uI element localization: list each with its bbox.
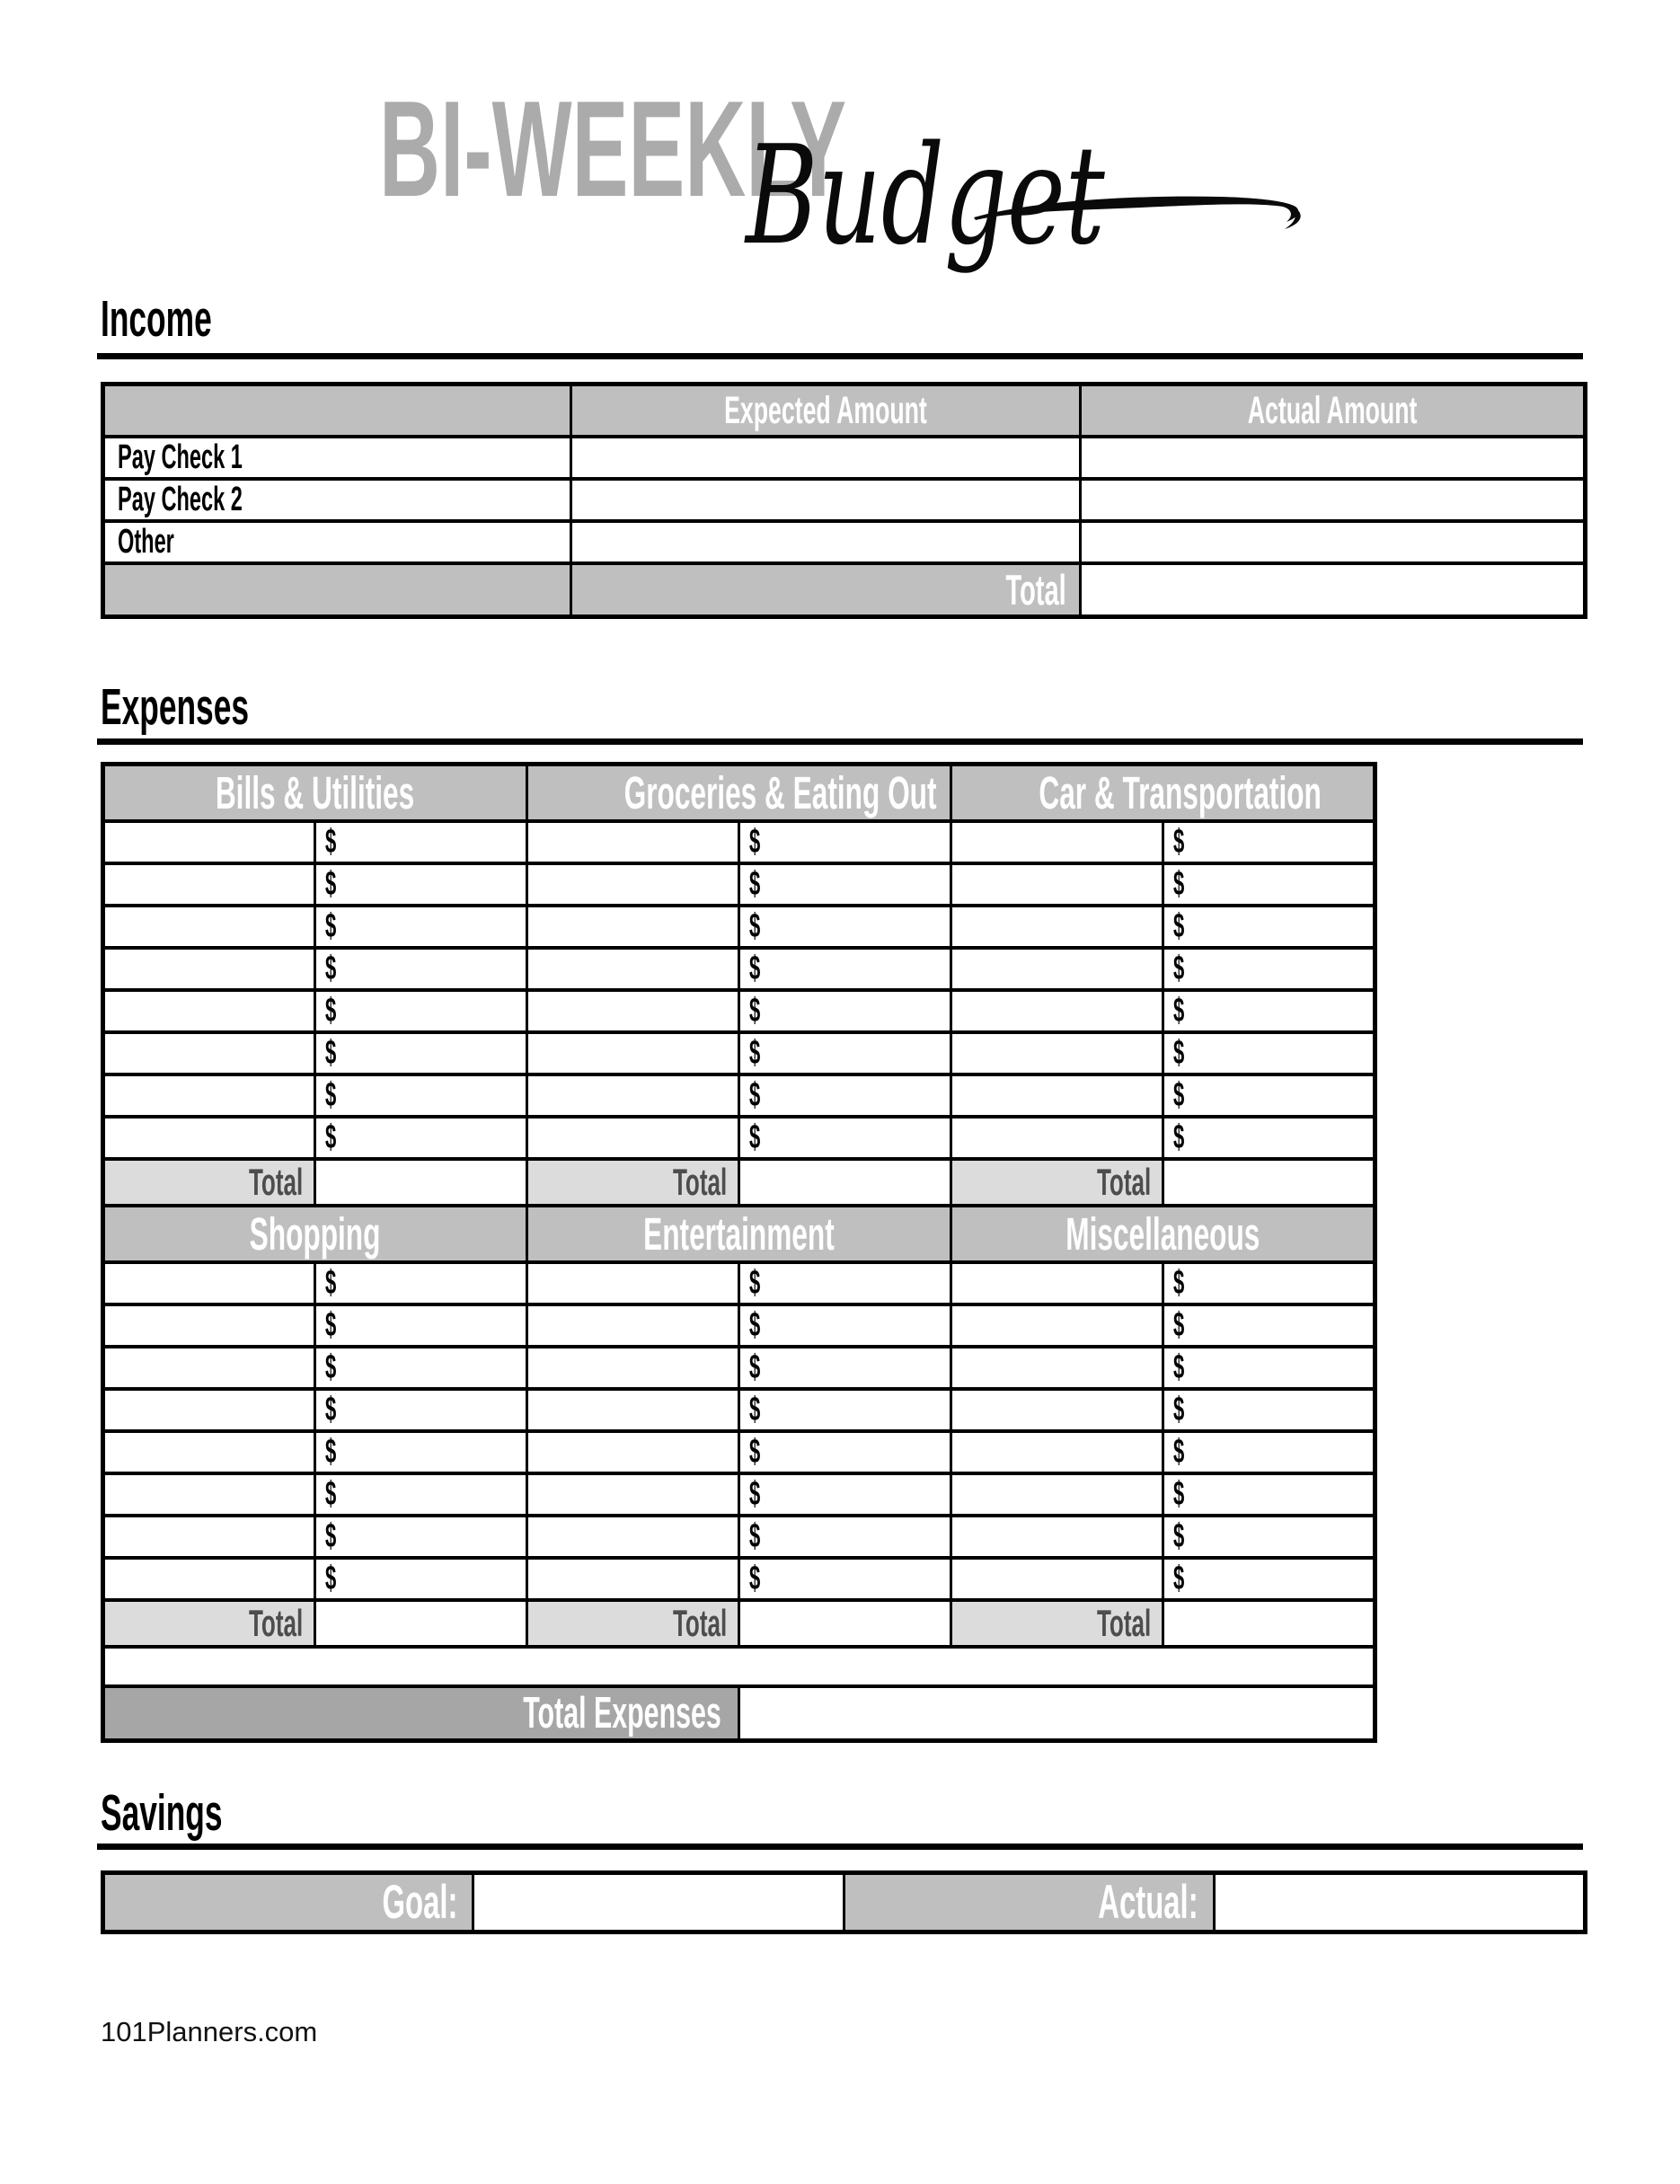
- income-row-paycheck1: [103, 437, 1586, 479]
- expense-amount-field[interactable]: [315, 1032, 527, 1074]
- expense-item-field[interactable]: [951, 1074, 1163, 1117]
- expense-rows-section-1: [103, 821, 1375, 1159]
- expense-amount-field[interactable]: [1163, 906, 1375, 948]
- expense-amount-field[interactable]: [1163, 1473, 1375, 1516]
- paycheck2-expected-field[interactable]: [571, 479, 1081, 521]
- expense-row: [103, 990, 1375, 1032]
- dollar-sign: $: [749, 1348, 761, 1386]
- expense-amount-field[interactable]: [739, 1262, 951, 1304]
- savings-table: [101, 1870, 1587, 1934]
- expenses-heading: [101, 678, 340, 736]
- expense-amount-field[interactable]: [1163, 1558, 1375, 1600]
- paycheck2-actual-field[interactable]: [1081, 479, 1586, 521]
- expense-item-field[interactable]: [951, 863, 1163, 906]
- expense-amount-field[interactable]: [315, 1117, 527, 1159]
- income-label-cell: [103, 479, 571, 521]
- other-expected-field[interactable]: [571, 521, 1081, 563]
- expense-row: [103, 1516, 1375, 1558]
- category-total-label: Total: [248, 1602, 303, 1644]
- expense-amount-field[interactable]: [1163, 990, 1375, 1032]
- category-total-label: Total: [1096, 1602, 1152, 1644]
- paycheck1-label: Pay Check 1: [118, 438, 243, 476]
- income-header-blank-cell: [103, 385, 571, 438]
- dollar-sign: $: [325, 1306, 337, 1344]
- dollar-sign: $: [1173, 1306, 1185, 1344]
- expense-total-row-2: [103, 1600, 1375, 1647]
- expense-row: [103, 906, 1375, 948]
- expense-amount-field[interactable]: [315, 1431, 527, 1473]
- dollar-sign: $: [1173, 1034, 1185, 1072]
- expense-item-field[interactable]: [527, 821, 739, 863]
- expense-item-field[interactable]: [103, 948, 315, 990]
- expense-item-field[interactable]: [103, 1558, 315, 1600]
- expense-amount-field[interactable]: [315, 821, 527, 863]
- expense-total-row-1: [103, 1159, 1375, 1206]
- dollar-sign: $: [749, 1034, 761, 1072]
- paycheck1-actual-field[interactable]: [1081, 437, 1586, 479]
- savings-goal-field[interactable]: [473, 1873, 844, 1932]
- income-row-paycheck2: [103, 479, 1586, 521]
- dollar-sign: $: [325, 865, 337, 903]
- category-total-label-cell: [103, 1159, 315, 1206]
- category-total-field[interactable]: [739, 1159, 951, 1206]
- expense-item-field[interactable]: [103, 1074, 315, 1117]
- other-actual-field[interactable]: [1081, 521, 1586, 563]
- expense-item-field[interactable]: [951, 1473, 1163, 1516]
- expenses-heading-label: Expenses: [101, 678, 250, 736]
- expense-amount-field[interactable]: [315, 1074, 527, 1117]
- expense-amount-field[interactable]: [1163, 1516, 1375, 1558]
- expense-item-field[interactable]: [527, 1117, 739, 1159]
- dollar-sign: $: [749, 1306, 761, 1344]
- income-divider: [97, 353, 1583, 359]
- category-total-label-cell: [951, 1600, 1163, 1647]
- dollar-sign: $: [1173, 1076, 1185, 1114]
- expense-amount-field[interactable]: [315, 1389, 527, 1431]
- expense-rows-section-2: [103, 1262, 1375, 1600]
- expense-item-field[interactable]: [527, 1516, 739, 1558]
- expense-item-field[interactable]: [527, 863, 739, 906]
- category-total-label-cell: [951, 1159, 1163, 1206]
- expense-item-field[interactable]: [103, 821, 315, 863]
- dollar-sign: $: [749, 823, 761, 861]
- footer-site-text: 101Planners.com: [101, 2016, 318, 2047]
- expense-amount-field[interactable]: [739, 1389, 951, 1431]
- expense-item-field[interactable]: [103, 1389, 315, 1431]
- savings-heading-label: Savings: [101, 1784, 223, 1842]
- dollar-sign: $: [325, 1119, 337, 1156]
- dollar-sign: $: [749, 992, 761, 1030]
- dollar-sign: $: [1173, 1517, 1185, 1555]
- expense-item-field[interactable]: [527, 1074, 739, 1117]
- expense-amount-field[interactable]: [1163, 1389, 1375, 1431]
- expense-amount-field[interactable]: [1163, 1304, 1375, 1347]
- expense-notes-field[interactable]: [103, 1647, 1375, 1686]
- expense-item-field[interactable]: [527, 1473, 739, 1516]
- expense-amount-field[interactable]: [739, 990, 951, 1032]
- dollar-sign: $: [1173, 1348, 1185, 1386]
- income-table: [101, 382, 1587, 619]
- other-income-label: Other: [118, 523, 174, 561]
- category-total-label: Total: [672, 1602, 728, 1644]
- expense-item-field[interactable]: [103, 1347, 315, 1389]
- expense-item-field[interactable]: [103, 1516, 315, 1558]
- expense-spacer-row: [103, 1647, 1375, 1686]
- dollar-sign: $: [1173, 1391, 1185, 1428]
- expense-category-header-row-1: [103, 765, 1375, 822]
- dollar-sign: $: [325, 1517, 337, 1555]
- expense-row: [103, 1389, 1375, 1431]
- expense-amount-field[interactable]: [315, 863, 527, 906]
- dollar-sign: $: [1173, 865, 1185, 903]
- dollar-sign: $: [749, 865, 761, 903]
- entertainment-label: Entertainment: [643, 1208, 835, 1260]
- title-biweekly-label: BI-WEEKLY: [379, 73, 847, 225]
- dollar-sign: $: [749, 1475, 761, 1513]
- category-total-field[interactable]: [739, 1600, 951, 1647]
- category-groceries-cell: [527, 765, 951, 822]
- expense-row: [103, 821, 1375, 863]
- expense-item-field[interactable]: [951, 1431, 1163, 1473]
- expense-row: [103, 1117, 1375, 1159]
- income-heading-label: Income: [101, 290, 212, 348]
- expense-amount-field[interactable]: [315, 948, 527, 990]
- expense-item-field[interactable]: [103, 863, 315, 906]
- dollar-sign: $: [749, 1264, 761, 1302]
- expense-row: [103, 1262, 1375, 1304]
- dollar-sign: $: [325, 1433, 337, 1471]
- expense-amount-field[interactable]: [739, 1431, 951, 1473]
- expense-item-field[interactable]: [103, 1473, 315, 1516]
- expense-amount-field[interactable]: [1163, 1262, 1375, 1304]
- expense-amount-field[interactable]: [315, 1304, 527, 1347]
- category-total-label: Total: [248, 1161, 303, 1203]
- expense-item-field[interactable]: [951, 1304, 1163, 1347]
- expense-item-field[interactable]: [951, 1262, 1163, 1304]
- dollar-sign: $: [1173, 823, 1185, 861]
- dollar-sign: $: [1173, 1119, 1185, 1156]
- dollar-sign: $: [1173, 907, 1185, 945]
- expenses-table: [101, 762, 1377, 1743]
- income-label-cell: [103, 521, 571, 563]
- dollar-sign: $: [325, 1391, 337, 1428]
- category-total-label-cell: [103, 1600, 315, 1647]
- expense-item-field[interactable]: [103, 1032, 315, 1074]
- paycheck1-expected-field[interactable]: [571, 437, 1081, 479]
- expense-amount-field[interactable]: [739, 1558, 951, 1600]
- category-total-field[interactable]: [1163, 1600, 1375, 1647]
- expense-item-field[interactable]: [527, 1347, 739, 1389]
- expense-item-field[interactable]: [527, 990, 739, 1032]
- expense-amount-field[interactable]: [315, 1473, 527, 1516]
- income-total-label: Total: [1005, 566, 1066, 614]
- expense-amount-field[interactable]: [739, 1032, 951, 1074]
- dollar-sign: $: [325, 1348, 337, 1386]
- category-entertainment-cell: [527, 1206, 951, 1262]
- savings-actual-field[interactable]: [1215, 1873, 1586, 1932]
- dollar-sign: $: [325, 1560, 337, 1597]
- expense-row: [103, 1558, 1375, 1600]
- dollar-sign: $: [1173, 950, 1185, 987]
- expense-item-field[interactable]: [527, 1558, 739, 1600]
- shopping-label: Shopping: [250, 1208, 381, 1260]
- expense-item-field[interactable]: [951, 1347, 1163, 1389]
- dollar-sign: $: [749, 1076, 761, 1114]
- expense-amount-field[interactable]: [1163, 1074, 1375, 1117]
- expense-amount-field[interactable]: [739, 863, 951, 906]
- expense-row: [103, 1074, 1375, 1117]
- expense-item-field[interactable]: [951, 1389, 1163, 1431]
- expense-item-field[interactable]: [527, 948, 739, 990]
- category-total-field[interactable]: [315, 1600, 527, 1647]
- expense-item-field[interactable]: [951, 906, 1163, 948]
- expense-amount-field[interactable]: [1163, 948, 1375, 990]
- savings-goal-label: Goal:: [382, 1876, 457, 1929]
- title-budget-script: [708, 106, 1337, 299]
- expense-amount-field[interactable]: [1163, 1117, 1375, 1159]
- expense-amount-field[interactable]: [1163, 1431, 1375, 1473]
- expense-amount-field[interactable]: [315, 1516, 527, 1558]
- income-heading: [101, 290, 280, 348]
- expense-row: [103, 1304, 1375, 1347]
- expense-item-field[interactable]: [951, 1117, 1163, 1159]
- dollar-sign: $: [325, 907, 337, 945]
- category-total-label: Total: [672, 1161, 728, 1203]
- expense-amount-field[interactable]: [315, 990, 527, 1032]
- expense-amount-field[interactable]: [315, 1262, 527, 1304]
- paycheck2-label: Pay Check 2: [118, 481, 243, 518]
- dollar-sign: $: [1173, 1264, 1185, 1302]
- total-expenses-field[interactable]: [739, 1686, 1375, 1741]
- income-header-row: [103, 385, 1586, 438]
- expense-amount-field[interactable]: [739, 906, 951, 948]
- expense-item-field[interactable]: [527, 1431, 739, 1473]
- expense-item-field[interactable]: [951, 1032, 1163, 1074]
- expense-amount-field[interactable]: [739, 1347, 951, 1389]
- category-bills-utilities-cell: [103, 765, 527, 822]
- expense-amount-field[interactable]: [739, 821, 951, 863]
- dollar-sign: $: [749, 1560, 761, 1597]
- dollar-sign: $: [325, 992, 337, 1030]
- expense-item-field[interactable]: [527, 906, 739, 948]
- expense-item-field[interactable]: [527, 1032, 739, 1074]
- groceries-eating-out-label: Groceries & Eating Out: [623, 767, 937, 818]
- savings-heading: [101, 1784, 297, 1842]
- income-total-row: [103, 563, 1586, 617]
- savings-divider: [97, 1844, 1583, 1850]
- expense-item-field[interactable]: [103, 990, 315, 1032]
- expense-amount-field[interactable]: [1163, 1032, 1375, 1074]
- savings-row: [103, 1873, 1586, 1932]
- title-budget-word: Budget: [746, 116, 1105, 276]
- total-expenses-row: [103, 1686, 1375, 1741]
- expense-item-field[interactable]: [103, 1117, 315, 1159]
- bills-utilities-label: Bills & Utilities: [216, 767, 415, 818]
- expense-amount-field[interactable]: [739, 1074, 951, 1117]
- dollar-sign: $: [325, 1076, 337, 1114]
- expense-item-field[interactable]: [951, 990, 1163, 1032]
- dollar-sign: $: [749, 907, 761, 945]
- expense-category-header-row-2: [103, 1206, 1375, 1262]
- expense-amount-field[interactable]: [739, 1516, 951, 1558]
- dollar-sign: $: [749, 1433, 761, 1471]
- expense-item-field[interactable]: [103, 1262, 315, 1304]
- income-total-blank-cell: [103, 563, 571, 617]
- category-total-field[interactable]: [315, 1159, 527, 1206]
- expense-item-field[interactable]: [103, 1431, 315, 1473]
- expense-item-field[interactable]: [103, 1304, 315, 1347]
- expense-row: [103, 1431, 1375, 1473]
- expense-row: [103, 1473, 1375, 1516]
- expense-item-field[interactable]: [951, 948, 1163, 990]
- expected-amount-label: Expected Amount: [724, 388, 927, 432]
- expense-amount-field[interactable]: [315, 1347, 527, 1389]
- dollar-sign: $: [1173, 1433, 1185, 1471]
- expense-item-field[interactable]: [527, 1389, 739, 1431]
- dollar-sign: $: [749, 1119, 761, 1156]
- expense-amount-field[interactable]: [739, 1304, 951, 1347]
- expense-amount-field[interactable]: [315, 1558, 527, 1600]
- car-transportation-label: Car & Transportation: [1039, 767, 1322, 818]
- total-expenses-label-cell: [103, 1686, 739, 1741]
- dollar-sign: $: [325, 1264, 337, 1302]
- category-car-transport-cell: [951, 765, 1375, 822]
- dollar-sign: $: [325, 1034, 337, 1072]
- expenses-divider: [97, 738, 1583, 745]
- expense-amount-field[interactable]: [1163, 863, 1375, 906]
- category-shopping-cell: [103, 1206, 527, 1262]
- miscellaneous-label: Miscellaneous: [1065, 1208, 1260, 1260]
- category-total-field[interactable]: [1163, 1159, 1375, 1206]
- expense-item-field[interactable]: [951, 821, 1163, 863]
- savings-goal-label-cell: [103, 1873, 473, 1932]
- expense-row: [103, 863, 1375, 906]
- expense-amount-field[interactable]: [739, 948, 951, 990]
- dollar-sign: $: [325, 1475, 337, 1513]
- dollar-sign: $: [325, 823, 337, 861]
- expense-item-field[interactable]: [527, 1262, 739, 1304]
- income-label-cell: [103, 437, 571, 479]
- dollar-sign: $: [1173, 1560, 1185, 1597]
- expense-amount-field[interactable]: [1163, 821, 1375, 863]
- category-total-label: Total: [1096, 1161, 1152, 1203]
- income-row-other: [103, 521, 1586, 563]
- expense-amount-field[interactable]: [739, 1473, 951, 1516]
- savings-actual-label: Actual:: [1098, 1876, 1198, 1929]
- dollar-sign: $: [749, 1391, 761, 1428]
- expense-item-field[interactable]: [103, 906, 315, 948]
- expense-item-field[interactable]: [527, 1304, 739, 1347]
- actual-amount-label: Actual Amount: [1247, 388, 1418, 432]
- category-total-label-cell: [527, 1600, 739, 1647]
- category-miscellaneous-cell: [951, 1206, 1375, 1262]
- savings-actual-label-cell: [844, 1873, 1215, 1932]
- dollar-sign: $: [1173, 1475, 1185, 1513]
- expense-amount-field[interactable]: [315, 906, 527, 948]
- expense-row: [103, 1347, 1375, 1389]
- income-header-expected-cell: [571, 385, 1081, 438]
- income-total-label-cell: [571, 563, 1081, 617]
- dollar-sign: $: [325, 950, 337, 987]
- dollar-sign: $: [749, 950, 761, 987]
- total-expenses-label: Total Expenses: [523, 1689, 722, 1737]
- dollar-sign: $: [749, 1517, 761, 1555]
- expense-row: [103, 948, 1375, 990]
- dollar-sign: $: [1173, 992, 1185, 1030]
- expense-row: [103, 1032, 1375, 1074]
- expense-item-field[interactable]: [951, 1558, 1163, 1600]
- expense-amount-field[interactable]: [739, 1117, 951, 1159]
- expense-item-field[interactable]: [951, 1516, 1163, 1558]
- expense-amount-field[interactable]: [1163, 1347, 1375, 1389]
- category-total-label-cell: [527, 1159, 739, 1206]
- income-total-field[interactable]: [1081, 563, 1586, 617]
- income-header-actual-cell: [1081, 385, 1586, 438]
